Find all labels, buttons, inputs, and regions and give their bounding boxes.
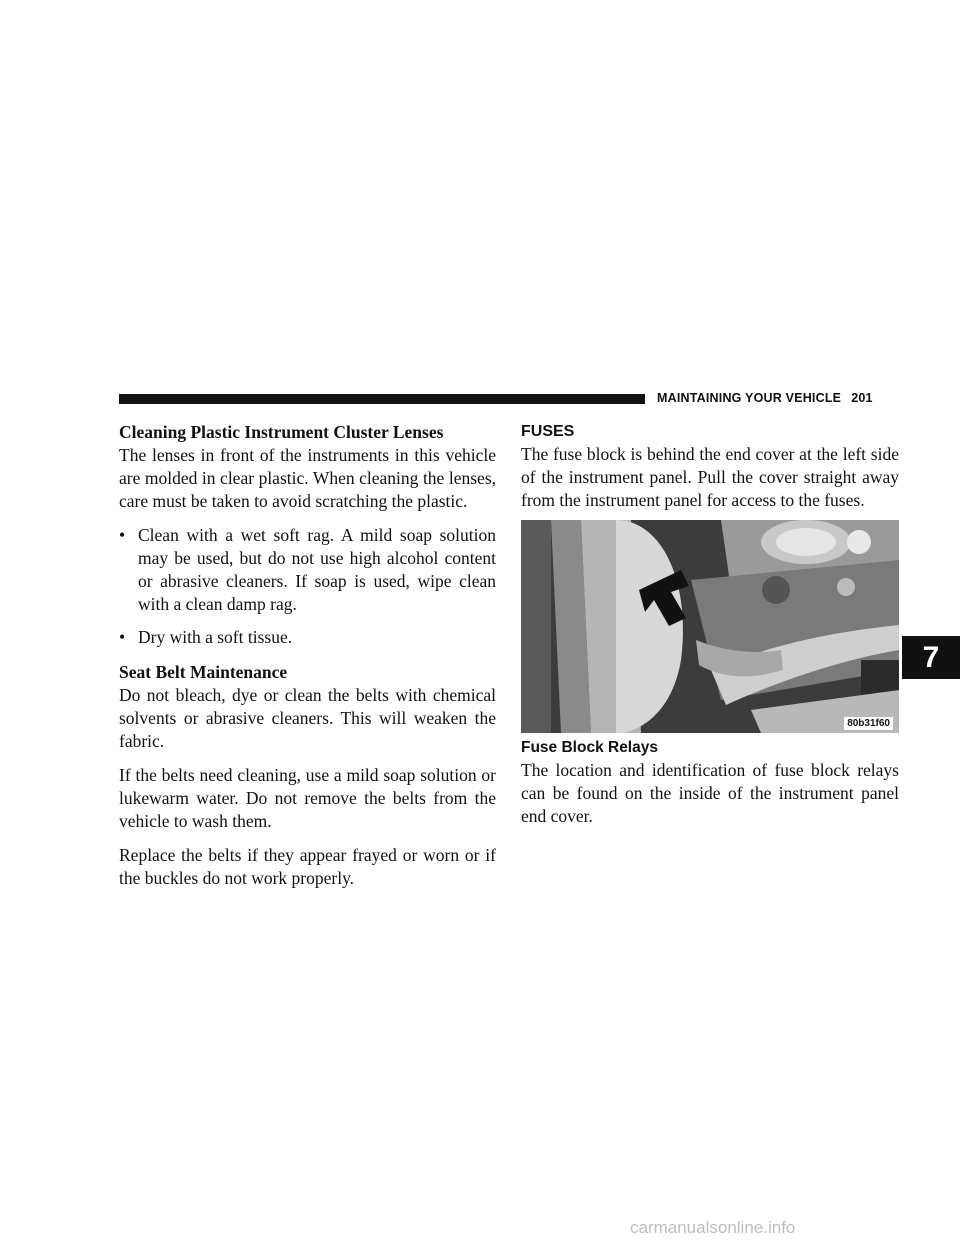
heading-seat-belt: Seat Belt Maintenance bbox=[119, 662, 288, 682]
bullet-item bbox=[119, 524, 496, 616]
paragraph-fuses: The fuse block is behind the end cover at the left side of the instrument panel. Pull the cover straight away from the instrument panel for access to the fuses. bbox=[521, 444, 899, 510]
heading-fuses: FUSES bbox=[521, 423, 575, 440]
bullet-item bbox=[119, 626, 496, 649]
bullet-icon: • bbox=[119, 525, 126, 545]
bullet-text: Clean with a wet soft rag. A mild soap solution may be used, but do not use high alcohol content or abrasive cleaners. If soap is used, wipe clean with a clean damp rag. bbox=[138, 525, 496, 614]
paragraph-lenses: The lenses in front of the instruments in this vehicle are molded in clear plastic. When cleaning the lenses, care must be taken to avoid scratching the plastic. bbox=[119, 445, 496, 511]
bullet-icon: • bbox=[119, 627, 126, 647]
paragraph-relays: The location and identification of fuse block relays can be found on the inside of the instrument panel end cover. bbox=[521, 760, 899, 826]
heading-fuse-block-relays: Fuse Block Relays bbox=[521, 739, 658, 756]
fuse-block-illustration bbox=[521, 520, 899, 733]
left-column bbox=[119, 421, 496, 901]
running-header bbox=[657, 391, 873, 405]
header-rule bbox=[119, 394, 645, 404]
right-column bbox=[521, 421, 899, 839]
paragraph-seat-belt-1: Do not bleach, dye or clean the belts with chemical solvents or abrasive cleaners. This will weaken the fabric. bbox=[119, 685, 496, 751]
heading-cleaning-lenses: Cleaning Plastic Instrument Cluster Lenses bbox=[119, 422, 444, 442]
figure-code: 80b31f60 bbox=[844, 717, 893, 730]
paragraph-seat-belt-2: If the belts need cleaning, use a mild soap solution or lukewarm water. Do not remove the belts from the vehicle to wash them. bbox=[119, 765, 496, 831]
page-number: 201 bbox=[851, 391, 873, 405]
section-title: MAINTAINING YOUR VEHICLE bbox=[657, 391, 842, 405]
dashboard-drawing bbox=[521, 520, 899, 733]
watermark: carmanualsonline.info bbox=[630, 1218, 796, 1237]
bullet-text: Dry with a soft tissue. bbox=[138, 627, 293, 647]
paragraph-seat-belt-3: Replace the belts if they appear frayed or worn or if the buckles do not work properly. bbox=[119, 845, 496, 888]
chapter-tab: 7 bbox=[902, 636, 960, 679]
